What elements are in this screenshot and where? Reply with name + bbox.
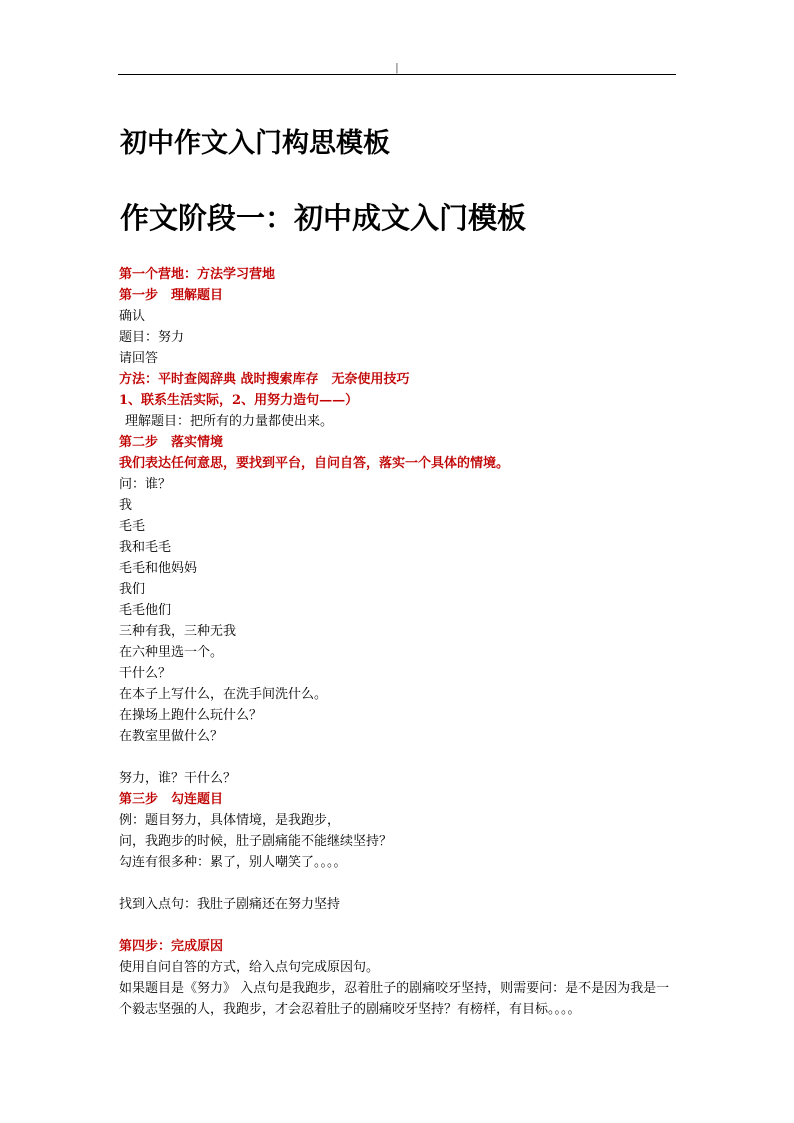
step3-heading: 第三步 勾连题目 — [119, 792, 224, 807]
document-body — [119, 264, 679, 1020]
body-line: 问，我跑步的时候，肚子剧痛能不能继续坚持？ — [119, 834, 393, 849]
step2-heading: 第二步 落实情境 — [119, 435, 224, 450]
body-line: 在六种里选一个。 — [119, 645, 224, 660]
body-line: 我和毛毛 — [119, 540, 172, 555]
step2-note: 我们表达任何意思，要找到平台，自问自答，落实一个具体的情境。 — [119, 456, 510, 471]
body-line: 干什么？ — [119, 666, 172, 681]
body-line: 勾连有很多种：累了，别人嘲笑了。。。。 — [119, 855, 347, 870]
body-line: 理解题目：把所有的力量都使出来。 — [125, 414, 334, 429]
body-line: 使用自问自答的方式，给入点句完成原因句。 — [119, 960, 380, 975]
body-line: 毛毛 — [119, 519, 146, 534]
document-title: 初中作文入门构思模板 — [120, 128, 390, 159]
method-subheading: 1、联系生活实际，2、用努力造句——） — [119, 393, 359, 408]
body-line: 题目：努力 — [119, 330, 185, 345]
body-line: 问：谁？ — [119, 477, 172, 492]
blank-line — [119, 747, 679, 768]
body-line: 请回答 — [119, 351, 159, 366]
body-line: 例：题目努力，具体情境，是我跑步， — [119, 813, 341, 828]
section-title: 作文阶段一：初中成文入门模板 — [120, 201, 527, 235]
page-header — [118, 56, 676, 75]
body-line: 在操场上跑什么玩什么？ — [119, 708, 263, 723]
body-line: 在教室里做什么？ — [119, 729, 224, 744]
body-line: 毛毛和他妈妈 — [119, 561, 198, 576]
body-line: 确认 — [119, 309, 146, 324]
body-line: 在本子上写什么，在洗手间洗什么。 — [119, 687, 328, 702]
body-line: 努力，谁？干什么？ — [119, 771, 237, 786]
step4-heading: 第四步：完成原因 — [119, 939, 224, 954]
camp-heading: 第一个营地：方法学习营地 — [119, 267, 276, 282]
blank-line — [119, 915, 679, 936]
body-line: 毛毛他们 — [119, 603, 172, 618]
method-heading: 方法：平时查阅辞典 战时搜索库存 无奈使用技巧 — [119, 372, 410, 387]
body-line: 找到入点句：我肚子剧痛还在努力坚持 — [119, 897, 341, 912]
body-line: 我 — [119, 498, 133, 513]
header-mark: | — [395, 60, 399, 74]
body-line: 我们 — [119, 582, 146, 597]
blank-line — [119, 873, 679, 894]
step1-heading: 第一步 理解题目 — [119, 288, 224, 303]
body-line: 三种有我，三种无我 — [119, 624, 237, 639]
body-paragraph: 如果题目是《努力》 入点句是我跑步，忍着肚子的剧痛咬牙坚持，则需要问：是不是因为我是一个毅志坚强的人，我跑步，才会忍着肚子的剧痛咬牙坚持？有榜样，有目标。。。。 — [119, 981, 670, 1017]
